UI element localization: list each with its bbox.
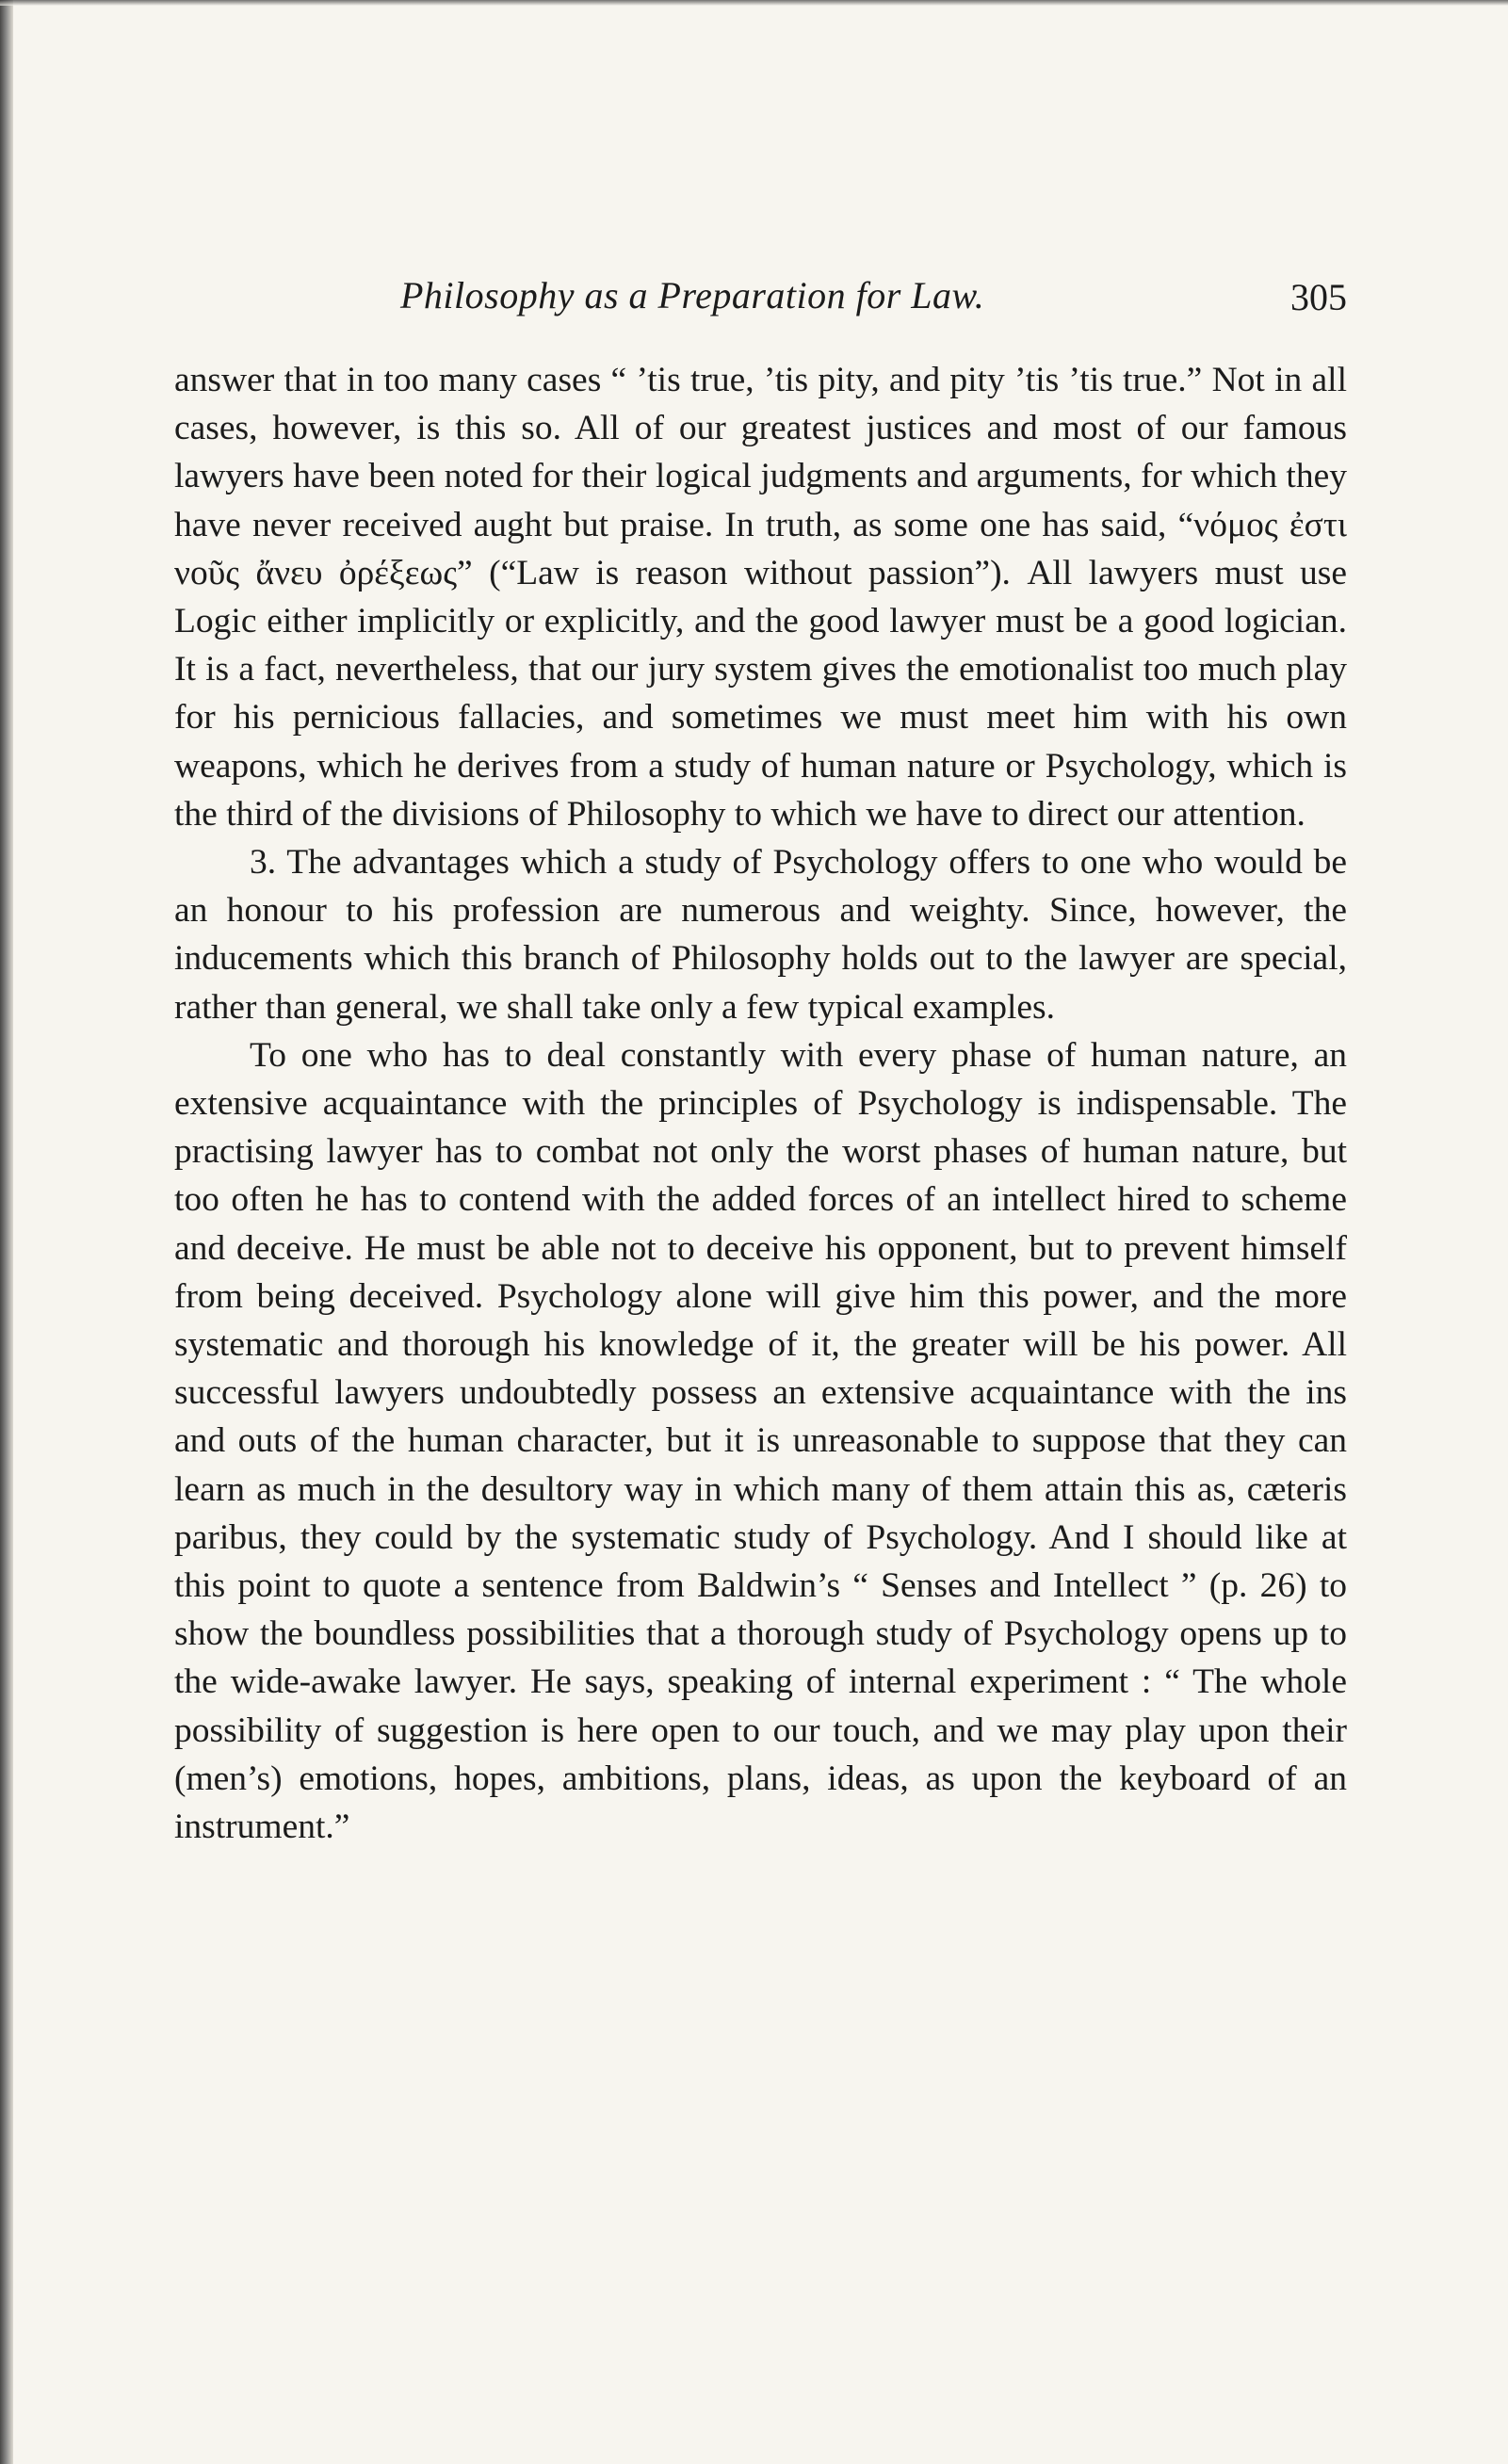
page-number: 305	[1290, 276, 1347, 318]
paragraph-continued: answer that in too many cases “ ’tis true, ’tis pity, and pity ’tis ’tis true.” Not in all cases, however, is this so. All of our greatest justices and most of our famous lawyers have been noted for their logical judgments and arguments, for which they have never received aught but praise. In truth, as some one has said, “νόμος ἐστι νοῦς ἄνευ ὀρέξεως” (“Law is reason without passion”). All lawyers must use Logic either implicitly or explicitly, and the good lawyer must be a good logician. It is a fact, nevertheless, that our jury system gives the emotionalist too much play for his pernicious fallacies, and sometimes we must meet him with his own weapons, which he derives from a study of human nature or Psychology, which is the third of the divisions of Philosophy to which we have to direct our attention.	[174, 361, 1347, 834]
paragraph-section-3: 3. The advantages which a study of Psychology offers to one who would be an honour to his profession are numerous and weighty. Since, however, the inducements which this branch of Philosophy holds out to the lawyer are special, rather than general, we shall take only a few typical examples.	[174, 843, 1347, 1027]
binding-shadow	[0, 0, 13, 2464]
running-header	[174, 273, 1347, 330]
running-title: Philosophy as a Preparation for Law.	[400, 274, 985, 316]
paragraph-psychology: To one who has to deal constantly with every phase of human nature, an extensive acquaintance with the principles of Psychology is indispensable. The practising lawyer has to combat not only the worst phases of human nature, but too often he has to contend with the added forces of an intellect hired to scheme and deceive. He must be able not to deceive his opponent, but to prevent himself from being deceived. Psychology alone will give him this power, and the more systematic and thorough his knowledge of it, the greater will be his power. All successful lawyers undoubtedly possess an extensive acquaintance with the ins and outs of the human character, but it is unreasonable to suppose that they can learn as much in the desultory way in which many of them attain this as, cæteris paribus, they could by the systematic study of Psychology. And I should like at this point to quote a sentence from Baldwin’s “ Senses and Intellect ” (p. 26) to show the boundless possibilities that a thorough study of Psychology opens up to the wide-awake lawyer. He says, speaking of internal experiment : “ The whole possibility of suggestion is here open to our touch, and we may play upon their (men’s) emotions, hopes, ambitions, plans, ideas, as upon the keyboard of an instrument.”	[174, 1035, 1347, 1847]
page-top-edge	[0, 0, 1508, 6]
book-page	[174, 273, 1347, 1851]
